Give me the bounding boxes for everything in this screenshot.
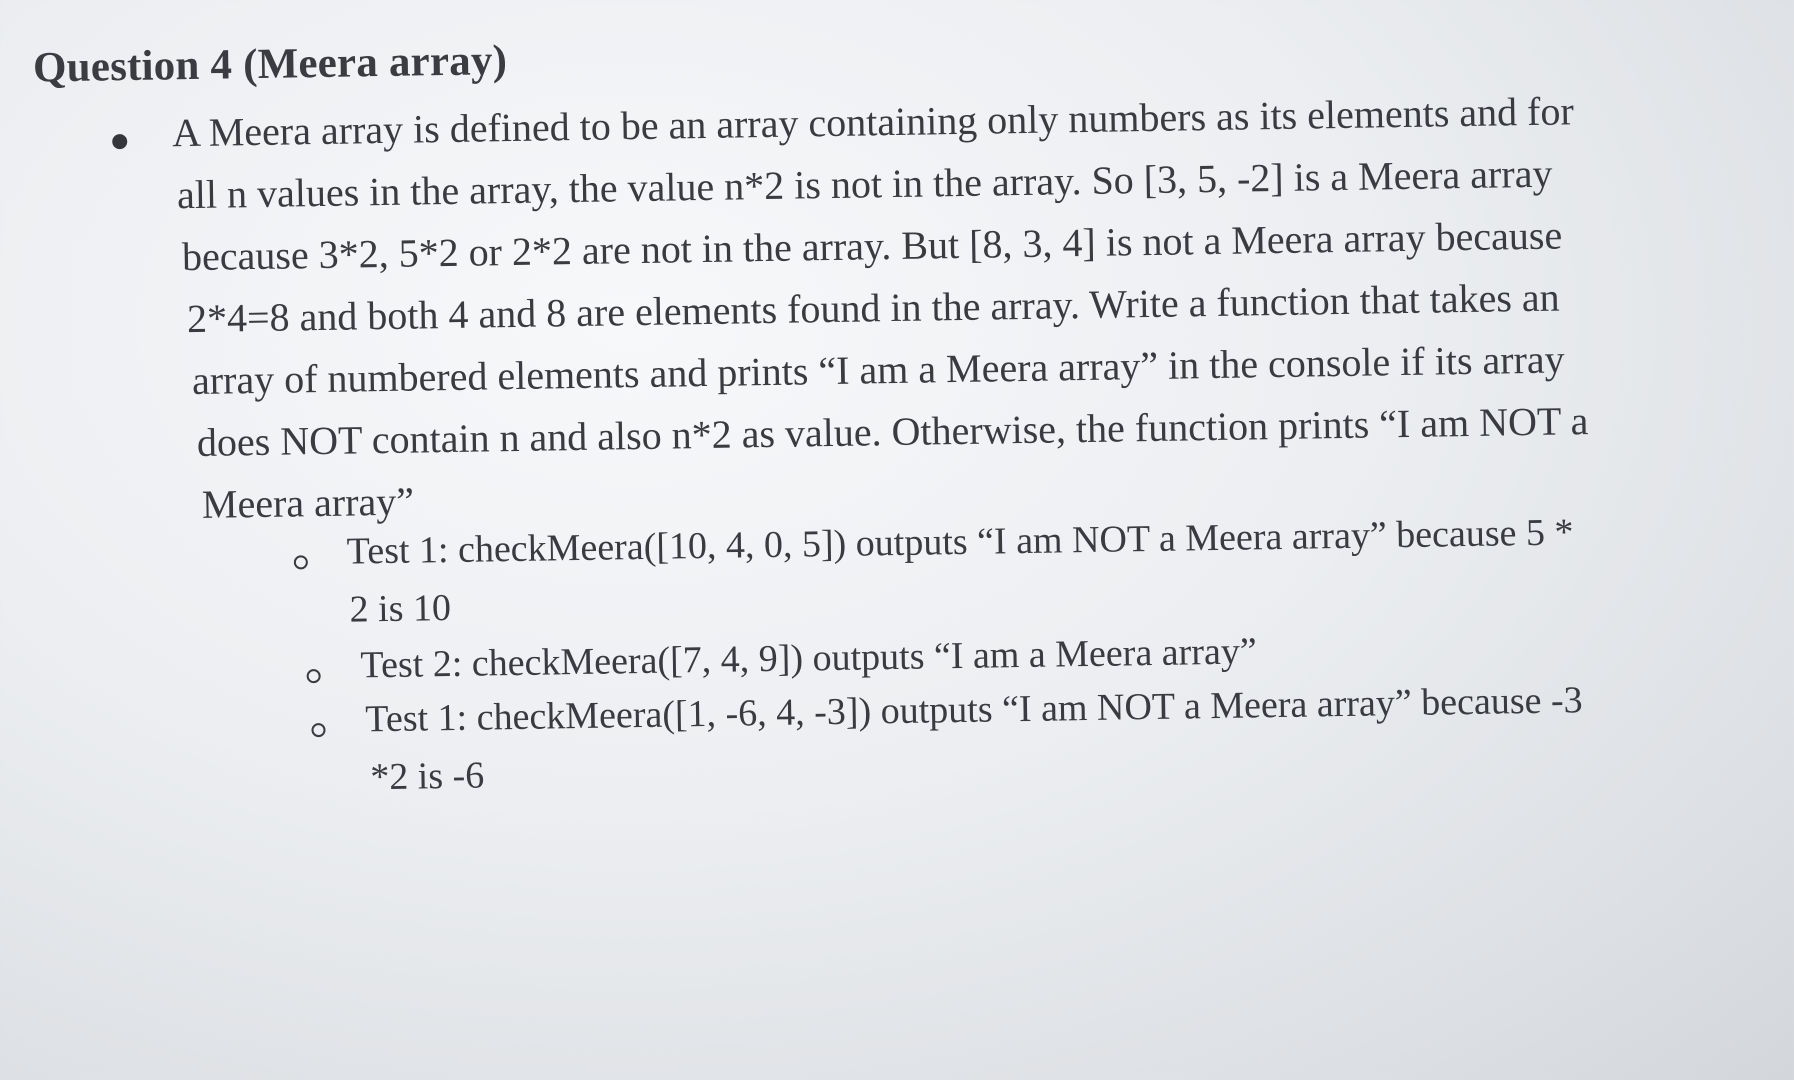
test-case-line: Test 1: checkMeera([1, -6, 4, -3]) outputs “I am NOT a Meera array” because -3: [365, 679, 1583, 741]
circle-bullet-icon: [294, 555, 308, 569]
description-line: does NOT contain n and also n*2 as value. Otherwise, the function prints “I am NOT a: [196, 398, 1589, 465]
bullet-icon: [112, 134, 127, 149]
test-case-line: Test 1: checkMeera([10, 4, 0, 5]) outputs “I am NOT a Meera array” because 5 *: [346, 511, 1574, 573]
description-line: all n values in the array, the value n*2 is not in the array. So [3, 5, -2] is a Meera array: [176, 150, 1553, 218]
test-case-line: Test 2: checkMeera([7, 4, 9]) outputs “I am a Meera array”: [360, 630, 1257, 687]
test-case-item: [346, 503, 1575, 638]
test-case-line: 2 is 10: [349, 586, 452, 631]
circle-bullet-icon: [307, 669, 321, 683]
question-title: Question 4 (Meera array): [32, 37, 508, 92]
description-line: 2*4=8 and both 4 and 8 are elements found in the array. Write a function that takes an: [186, 274, 1560, 342]
circle-bullet-icon: [311, 723, 325, 737]
description-line: because 3*2, 5*2 or 2*2 are not in the array. But [8, 3, 4] is not a Meera array because: [181, 212, 1563, 280]
test-case-line: *2 is -6: [369, 754, 485, 799]
description-line: Meera array”: [201, 478, 415, 527]
test-case-item: [365, 671, 1584, 806]
question-description: [172, 78, 1739, 536]
description-line: array of numbered elements and prints “I am a Meera array” in the console if its array: [191, 336, 1565, 404]
description-line: A Meera array is defined to be an array containing only numbers as its elements and for: [171, 88, 1575, 156]
